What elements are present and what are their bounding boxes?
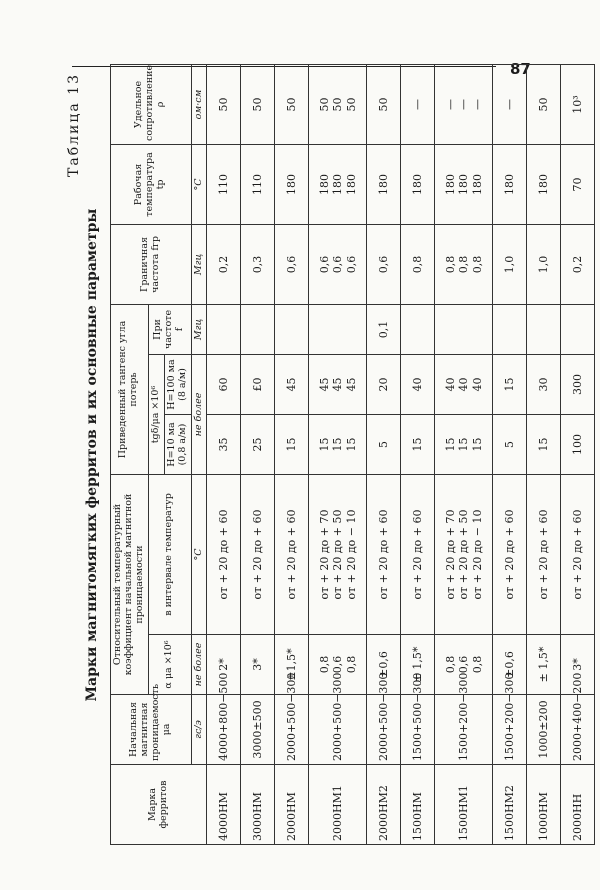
unit-fgr: Мгц [191, 224, 207, 304]
table-row [435, 64, 493, 844]
cell-t: 180 180 180 [309, 144, 367, 224]
page-number: 87 [510, 60, 531, 78]
cell-brand: 1500НМ1 [435, 765, 493, 845]
hdr-interval: в интервале температур [148, 475, 191, 635]
unit-freq: Мгц [191, 304, 207, 354]
hdr-temp-coef: Относительный температурный коэффициент начальной магнитной проницаемости [111, 475, 149, 695]
cell-mu: 2000+500−300 [275, 695, 309, 765]
cell-fgr: 0,2 [207, 224, 241, 304]
cell-alpha: ± 1,5* [401, 635, 435, 695]
table-row [493, 64, 527, 844]
ferrite-table [110, 64, 595, 845]
table-row [241, 64, 275, 844]
cell-interval: от + 20 до + 60 [493, 475, 527, 635]
table-body [207, 64, 595, 844]
cell-h10: 25 [241, 415, 275, 475]
cell-h10: 15 15 15 [435, 415, 493, 475]
rotated-table-block [60, 64, 585, 845]
cell-interval: от + 20 до + 60 [207, 475, 241, 635]
cell-brand: 4000НМ [207, 765, 241, 845]
cell-alpha: 3* [241, 635, 275, 695]
cell-f [207, 304, 241, 354]
cell-mu: 2000+500−300 [309, 695, 367, 765]
hdr-at-freq: При частоте f [148, 304, 191, 354]
cell-alpha: ±1,5* [275, 635, 309, 695]
cell-h100: 40 [401, 355, 435, 415]
cell-h10: 5 [367, 415, 401, 475]
cell-h100: 300 [561, 355, 595, 415]
table-row [401, 64, 435, 844]
cell-interval: от + 20 до + 70 от + 20 до + 50 от + 20 до − 10 [435, 475, 493, 635]
cell-interval: от + 20 до + 60 [241, 475, 275, 635]
cell-h10: 5 [493, 415, 527, 475]
cell-alpha: 2* [207, 635, 241, 695]
cell-f: 0,1 [367, 304, 401, 354]
cell-mu: 1500+200−300 [493, 695, 527, 765]
cell-fgr: 0,6 [367, 224, 401, 304]
cell-rho: 50 [241, 64, 275, 144]
cell-brand: 1000НМ [527, 765, 561, 845]
cell-alpha: ± 1,5* [527, 635, 561, 695]
cell-h100: 40 40 40 [435, 355, 493, 415]
cell-f [401, 304, 435, 354]
cell-alpha: ±0,6 [367, 635, 401, 695]
hdr-h10: H=10 ма (0,8 а/м) [164, 415, 191, 475]
cell-fgr: 1,0 [493, 224, 527, 304]
cell-f [275, 304, 309, 354]
cell-h10: 15 [527, 415, 561, 475]
cell-h10: 15 [275, 415, 309, 475]
hdr-work-temp: Рабочая температура tр [111, 144, 192, 224]
unit-interval: °С [191, 475, 207, 635]
hdr-brand: Марка ферритов [111, 765, 207, 845]
cell-brand: 2000НМ [275, 765, 309, 845]
hdr-mu: Начальная магнитная проницаемость μа [111, 695, 192, 765]
cell-alpha: 0,8 0,6 0,8 [309, 635, 367, 695]
cell-t: 180 [527, 144, 561, 224]
cell-rho: — [401, 64, 435, 144]
cell-t: 110 [241, 144, 275, 224]
hdr-alpha: α μа ×10⁶ [148, 635, 191, 695]
cell-rho: 10³ [561, 64, 595, 144]
cell-h10: 100 [561, 415, 595, 475]
cell-interval: от + 20 до + 70 от + 20 до + 50 от + 20 до − 10 [309, 475, 367, 635]
cell-t: 180 180 180 [435, 144, 493, 224]
cell-interval: от + 20 до + 60 [367, 475, 401, 635]
cell-h100: 45 45 45 [309, 355, 367, 415]
cell-h100: 15 [493, 355, 527, 415]
cell-brand: 1500НМ2 [493, 765, 527, 845]
cell-interval: от + 20 до + 60 [561, 475, 595, 635]
cell-t: 70 [561, 144, 595, 224]
unit-mu: гс/э [191, 695, 207, 765]
cell-h100: 60 [207, 355, 241, 415]
cell-f [527, 304, 561, 354]
cell-t: 180 [401, 144, 435, 224]
cell-f [561, 304, 595, 354]
cell-mu: 2000+400−200 [561, 695, 595, 765]
cell-interval: от + 20 до + 60 [401, 475, 435, 635]
cell-mu: 1500+200−300 [435, 695, 493, 765]
unit-resist: ом·см [191, 64, 207, 144]
cell-mu: 1500+500−300 [401, 695, 435, 765]
cell-brand: 1500НМ [401, 765, 435, 845]
table-row [309, 64, 367, 844]
cell-mu: 1000±200 [527, 695, 561, 765]
unit-loss: не более [191, 355, 207, 475]
cell-mu: 2000+500−300 [367, 695, 401, 765]
cell-brand: 2000НН [561, 765, 595, 845]
cell-rho: 50 50 50 [309, 64, 367, 144]
cell-fgr: 1,0 [527, 224, 561, 304]
cell-h10: 35 [207, 415, 241, 475]
cell-fgr: 0,6 [275, 224, 309, 304]
cell-f [493, 304, 527, 354]
hdr-resist: Удельное сопротивление ρ [111, 64, 192, 144]
cell-fgr: 0,6 0,6 0,6 [309, 224, 367, 304]
cell-rho: — — — [435, 64, 493, 144]
table-title: Марки магнитомягких ферритов и их основные параметры [84, 208, 100, 702]
cell-h100: 30 [527, 355, 561, 415]
table-row [561, 64, 595, 844]
hdr-tg: tgδ/μа ×10⁶ [148, 355, 164, 475]
cell-fgr: 0,8 [401, 224, 435, 304]
cell-mu: 4000+800−500 [207, 695, 241, 765]
cell-alpha: ±0,6 [493, 635, 527, 695]
unit-temp: °С [191, 144, 207, 224]
table-tag: Таблица 13 [66, 73, 82, 177]
cell-brand: 3000НМ [241, 765, 275, 845]
table-row [527, 64, 561, 844]
cell-rho: 50 [367, 64, 401, 144]
cell-fgr: 0,8 0,8 0,8 [435, 224, 493, 304]
cell-brand: 2000НМ1 [309, 765, 367, 845]
hdr-h100: H=100 ма (8 а/м) [164, 355, 191, 415]
cell-f [241, 304, 275, 354]
cell-h100: £0 [241, 355, 275, 415]
cell-mu: 3000±500 [241, 695, 275, 765]
cell-t: 180 [367, 144, 401, 224]
cell-interval: от + 20 до + 60 [527, 475, 561, 635]
hdr-fgr: Граничная частота fгр [111, 224, 192, 304]
cell-rho: — [493, 64, 527, 144]
cell-alpha: 0,8 0,6 0,8 [435, 635, 493, 695]
cell-interval: от + 20 до + 60 [275, 475, 309, 635]
cell-rho: 50 [527, 64, 561, 144]
cell-fgr: 0,3 [241, 224, 275, 304]
cell-alpha: 3* [561, 635, 595, 695]
cell-brand: 2000НМ2 [367, 765, 401, 845]
cell-h100: 45 [275, 355, 309, 415]
cell-h10: 15 [401, 415, 435, 475]
table-row [367, 64, 401, 844]
table-row [207, 64, 241, 844]
cell-t: 180 [275, 144, 309, 224]
unit-alpha: не более [191, 635, 207, 695]
cell-f [435, 304, 493, 354]
cell-rho: 50 [275, 64, 309, 144]
cell-t: 110 [207, 144, 241, 224]
cell-rho: 50 [207, 64, 241, 144]
hdr-loss: Приведенный тангенс угла потерь [111, 304, 149, 474]
cell-h10: 15 15 15 [309, 415, 367, 475]
table-row [275, 64, 309, 844]
cell-f [309, 304, 367, 354]
cell-h100: 20 [367, 355, 401, 415]
cell-t: 180 [493, 144, 527, 224]
cell-fgr: 0,2 [561, 224, 595, 304]
